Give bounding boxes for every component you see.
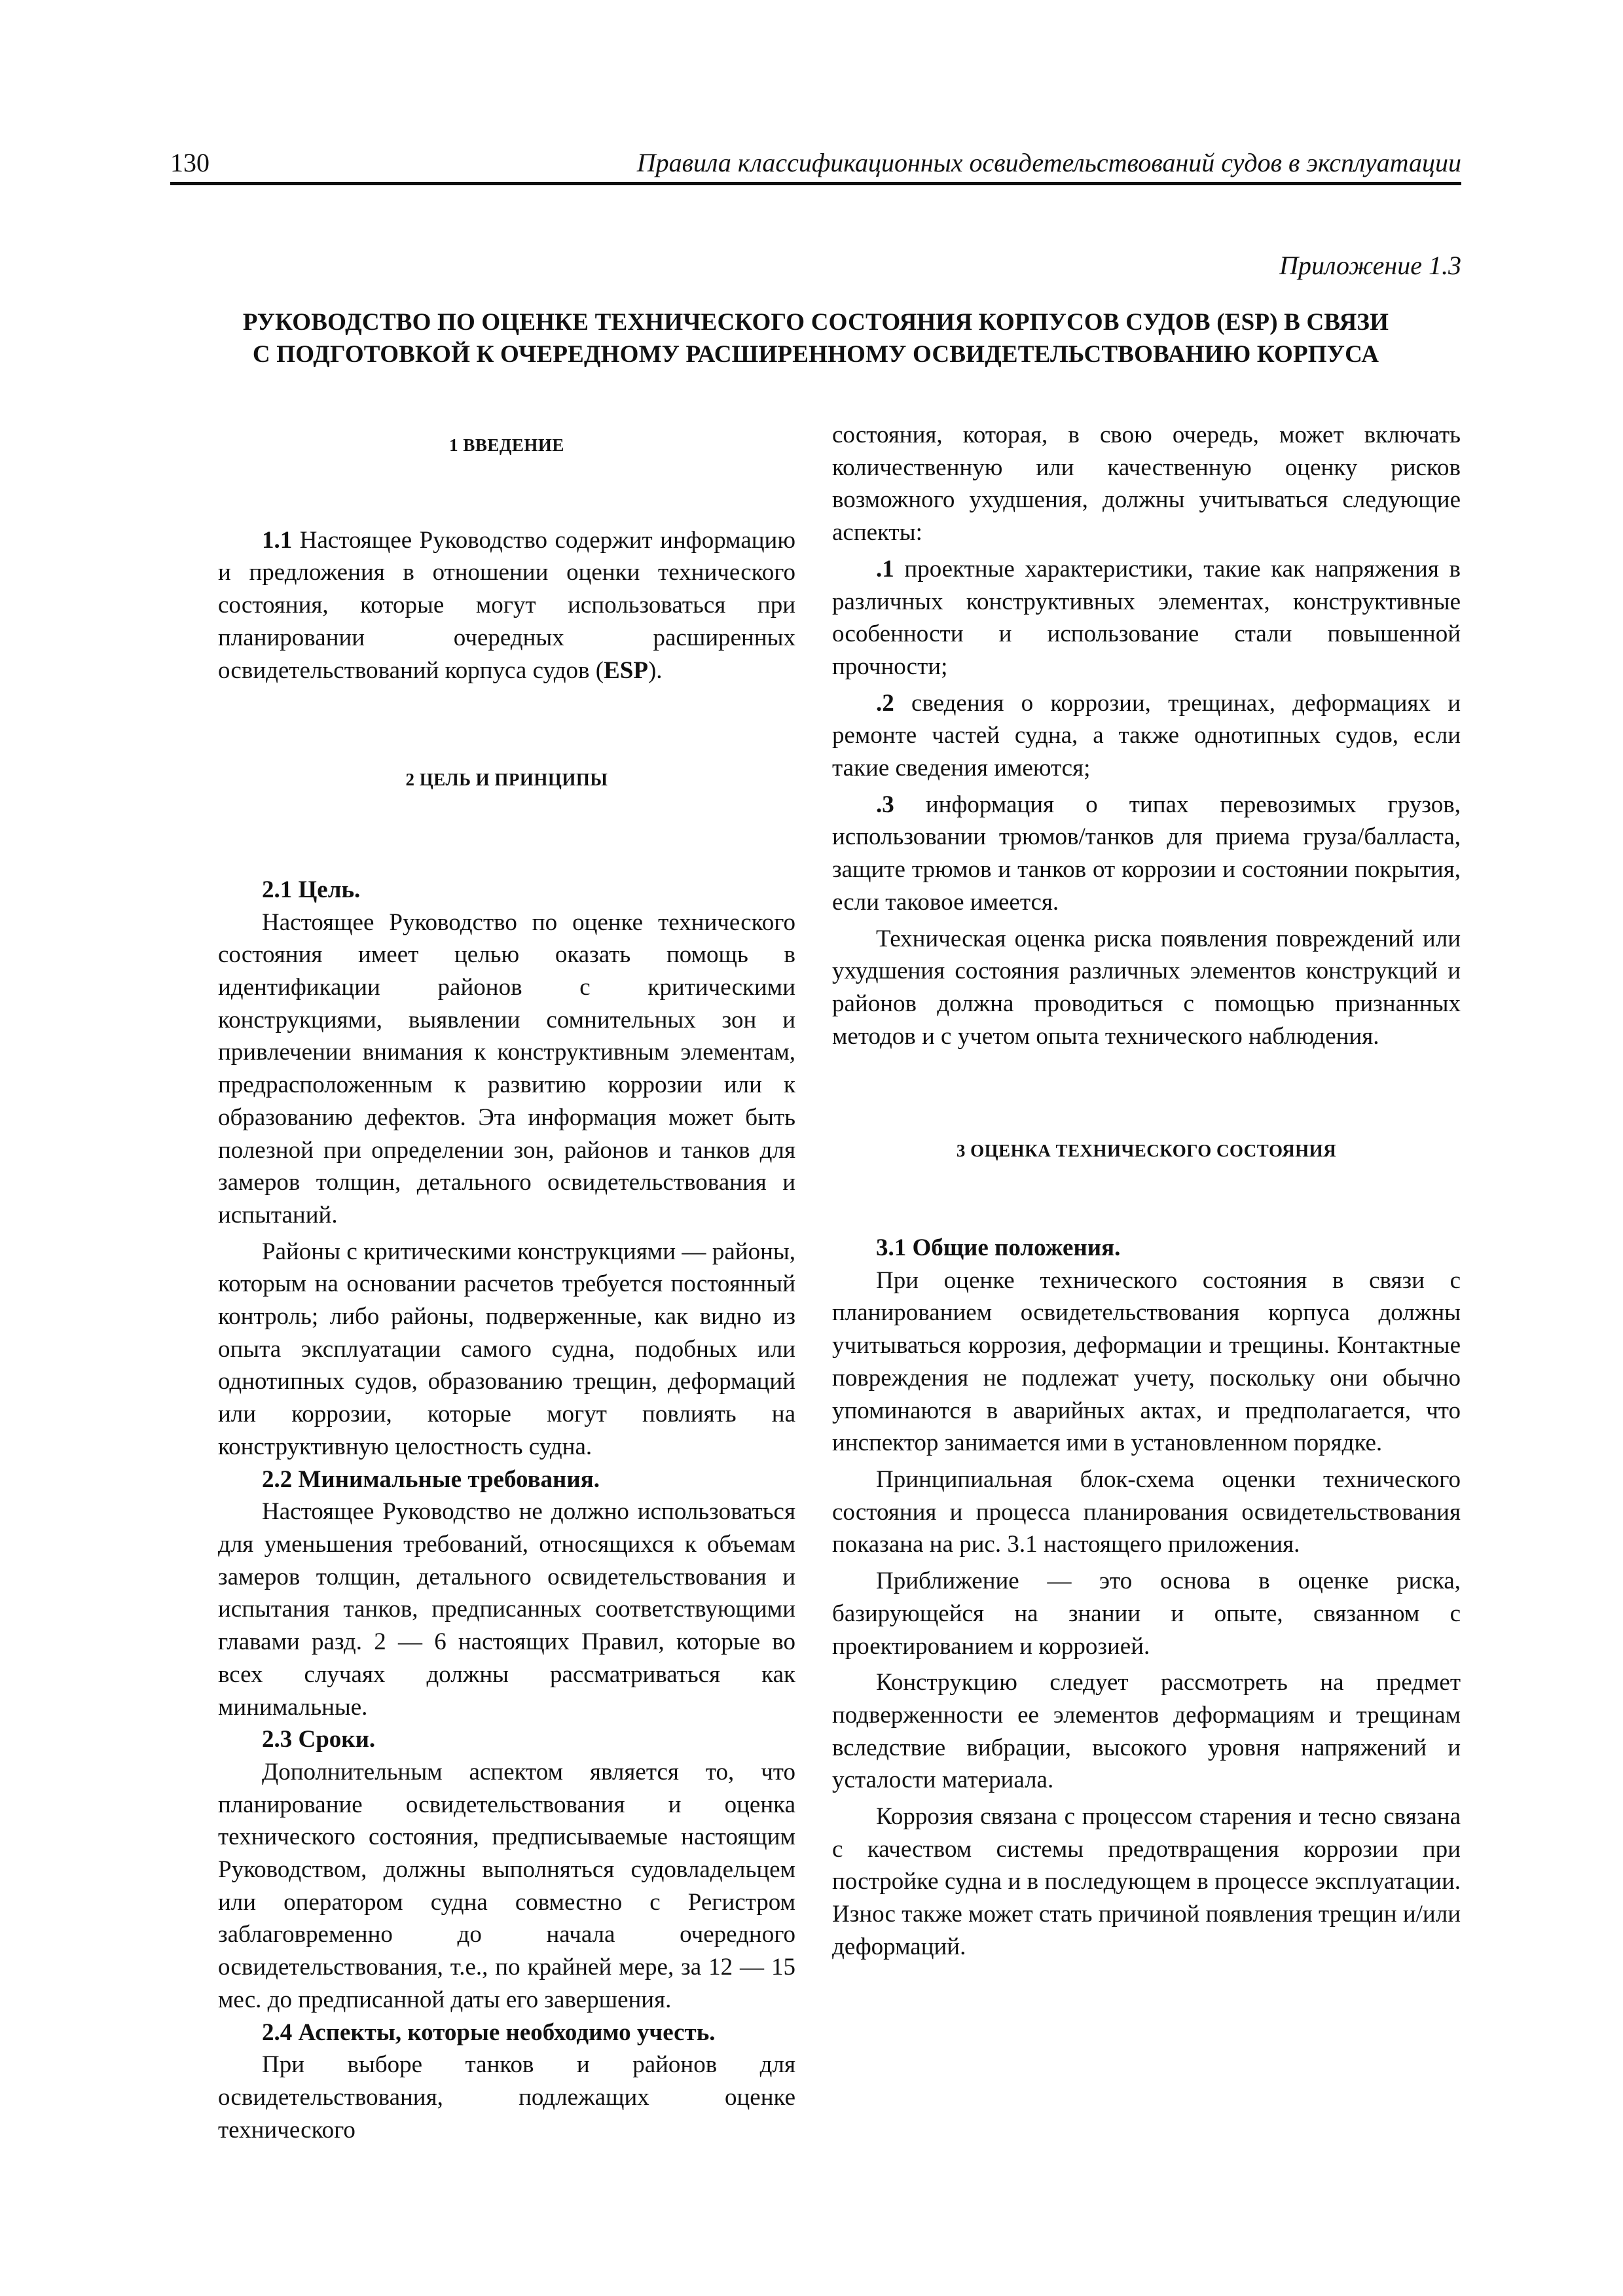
subsection-2-3-heading: 2.3 Сроки. xyxy=(262,1726,376,1753)
running-title: Правила классификационных освидетельствований судов в эксплуатации xyxy=(636,148,1461,177)
list-item-3 xyxy=(832,789,1461,919)
document-title-line-1: РУКОВОДСТВО ПО ОЦЕНКЕ ТЕХНИЧЕСКОГО СОСТОЯНИЯ КОРПУСОВ СУДОВ (ESP) В СВЯЗИ xyxy=(242,309,1389,336)
paragraph-2-1-a: Настоящее Руководство по оценке технического состояния имеет целью оказать помощь в идентификации районов с критическими конструкциями, выявлении сомнительных зон и привлечении внимания к конструктивным элементам, предрасположенным к развитию коррозии или к образованию дефектов. Эта информация может быть полезной при определении зон, районов и танков для замеров толщин, детального освидетельствования и испытаний. xyxy=(218,908,795,1229)
section-3-heading: 3 ОЦЕНКА ТЕХНИЧЕСКОГО СОСТОЯНИЯ xyxy=(956,1141,1337,1161)
paragraph-3-1-d: Конструкцию следует рассмотреть на предмет подверженности ее элементов деформациям и трещинам вследствие вибрации, высокого уровня напряжений и усталости материала. xyxy=(832,1669,1461,1794)
document-title-line-2: С ПОДГОТОВКОЙ К ОЧЕРЕДНОМУ РАСШИРЕННОМУ ОСВИДЕТЕЛЬСТВОВАНИЮ КОРПУСА xyxy=(252,341,1379,368)
list-item-1-text: проектные характеристики, такие как напряжения в различных конструктивных элементах, конструктивные особенности и использование стали повышенной прочности; xyxy=(832,555,1461,680)
paragraph-1-1-text: Настоящее Руководство содержит информацию и предложения в отношении оценки технического состояния, которые могут использоваться при планировании очередных расширенных освидетельствований корпуса судов ( xyxy=(218,526,795,684)
page-number: 130 xyxy=(170,148,210,177)
section-2-heading: 2 ЦЕЛЬ И ПРИНЦИПЫ xyxy=(405,770,608,790)
list-item-1-number: .1 xyxy=(876,555,894,583)
list-item-2 xyxy=(832,687,1461,785)
appendix-label: Приложение 1.3 xyxy=(1279,251,1461,280)
list-item-3-number: .3 xyxy=(876,791,894,818)
page-header xyxy=(170,143,1461,185)
paragraph-2-4-continued: состояния, которая, в свою очередь, может включать количественную или качественную оценку рисков возможного ухудшения, должны учитываться следующие аспекты: xyxy=(832,422,1461,547)
list-item-2-text: сведения о коррозии, трещинах, деформациях и ремонте частей судна, а также однотипных судов, если такие сведения имеются; xyxy=(832,689,1461,782)
list-item-1 xyxy=(832,553,1461,683)
right-column xyxy=(832,419,1461,1964)
list-item-2-number: .2 xyxy=(876,689,894,717)
subsection-3-1-heading: 3.1 Общие положения. xyxy=(876,1234,1121,1262)
subsection-2-1-heading: 2.1 Цель. xyxy=(262,876,361,903)
subsection-2-2-heading: 2.2 Минимальные требования. xyxy=(262,1465,600,1493)
document-title xyxy=(170,306,1461,370)
paragraph-2-1-b: Районы с критическими конструкциями — районы, которым на основании расчетов требуется постоянный контроль; либо районы, подверженные, как видно из опыта эксплуатации самого судна, подобных или однотипных судов, образованию трещин, деформаций или коррозии, которые могут повлиять на конструктивную целостность судна. xyxy=(218,1238,795,1460)
paragraph-3-1-a: При оценке технического состояния в связи с планированием освидетельствования корпуса должны учитываться коррозия, деформации и трещины. Контактные повреждения не подлежат учету, поскольку они обычно упоминаются в аварийных актах, и предполагается, что инспектор занимается ими в установленном порядке. xyxy=(832,1266,1461,1457)
paragraph-3-1-c: Приближение — это основа в оценке риска, базирующейся на знании и опыте, связанном с проектированием и коррозией. xyxy=(832,1568,1461,1660)
paragraph-2-3: Дополнительным аспектом является то, что планирование освидетельствования и оценка технического состояния, предписываемые настоящим Руководством, должны выполняться судовладельцем или оператором судна совместно с Регистром заблаговременно до начала очередного освидетельствования, т.е., по крайней мере, за 12 — 15 мес. до предписанной даты его завершения. xyxy=(218,1758,795,2013)
paragraph-1-1-number: 1.1 xyxy=(262,526,293,554)
paragraph-3-1-b: Принципиальная блок-схема оценки технического состояния и процесса планирования освидетельствования показана на рис. 3.1 настоящего приложения. xyxy=(832,1465,1461,1558)
paragraph-3-1-e: Коррозия связана с процессом старения и тесно связана с качеством системы предотвращения коррозии при постройке судна и в последующем в процессе эксплуатации. Износ также может стать причиной появления трещин и/или деформаций. xyxy=(832,1803,1461,1960)
list-item-3-text: информация о типах перевозимых грузов, использовании трюмов/танков для приема груза/балласта, защите трюмов и танков от коррозии и состоянии покрытия, если таковое имеется. xyxy=(832,791,1461,916)
left-column xyxy=(218,419,795,2146)
subsection-2-4-heading: 2.4 Аспекты, которые необходимо учесть. xyxy=(262,2018,716,2046)
paragraph-2-2: Настоящее Руководство не должно использоваться для уменьшения требований, относящихся к объемам замеров толщин, детального освидетельствования и испытания танков, предписанных соответствующими главами разд. 2 — 6 настоящих Правил, которые во всех случаях должны рассматриваться как минимальные. xyxy=(218,1498,795,1721)
paragraph-1-1-end: ). xyxy=(647,656,663,684)
paragraph-2-4: При выборе танков и районов для освидетельствования, подлежащих оценке технического xyxy=(218,2051,795,2144)
esp-abbreviation: ESP xyxy=(604,656,648,684)
paragraph-1-1 xyxy=(218,524,795,687)
section-1-heading: 1 ВВЕДЕНИЕ xyxy=(449,435,564,455)
paragraph-2-4-b: Техническая оценка риска появления повреждений или ухудшения состояния различных элементов конструкций и районов должна проводиться с помощью признанных методов и с учетом опыта технического наблюдения. xyxy=(832,925,1461,1050)
